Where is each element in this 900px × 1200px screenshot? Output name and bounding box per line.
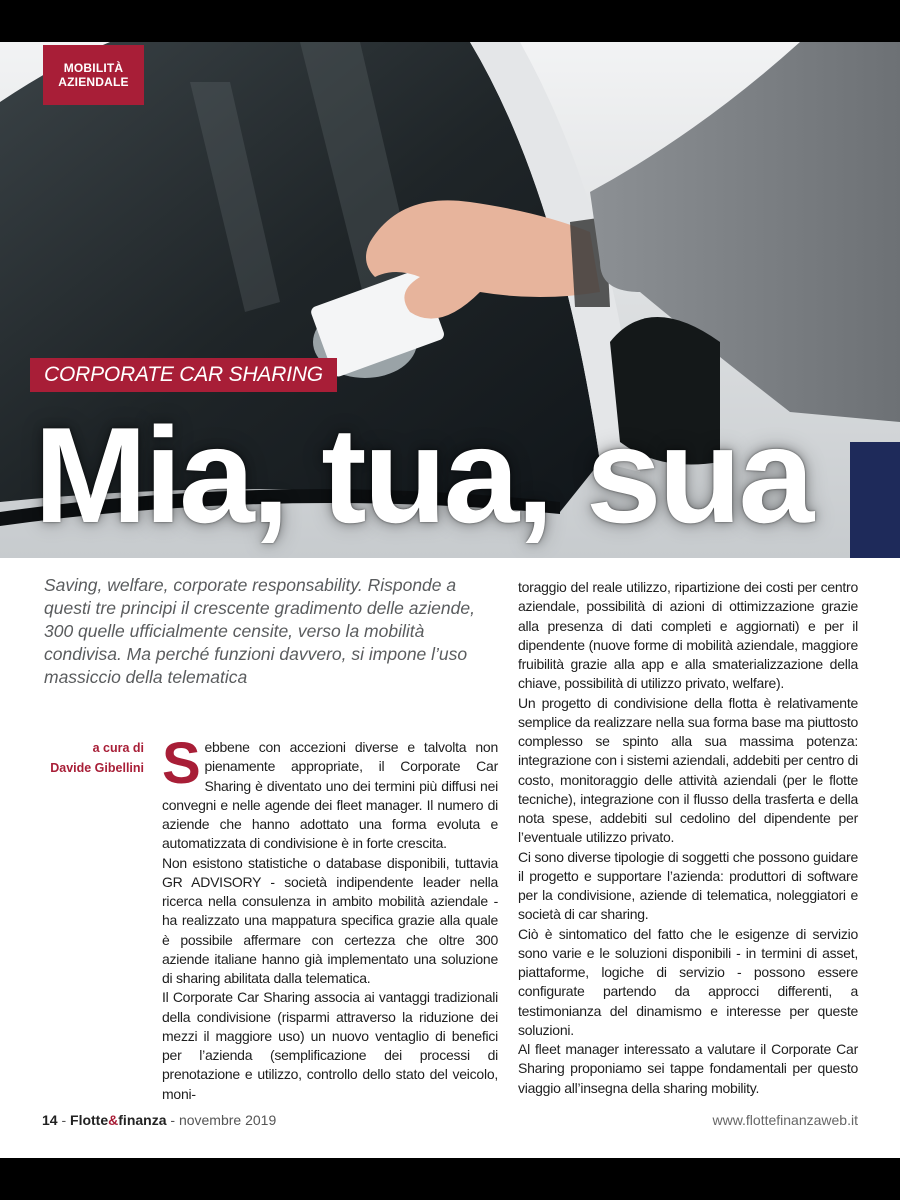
- body-paragraph: Non esistono statistiche o database disponibili, tuttavia GR ADVISORY - società indipendente leader nella ricerca nella consulenza in ambito mobilità aziendale - ha realizzato una mappatura specifica grazie alla quale è possibile affermare con certezza che oltre 300 aziende italiane hanno già implementato una soluzione di sharing abilitata dalla telematica.: [162, 854, 498, 986]
- body-paragraph: Il Corporate Car Sharing associa ai vantaggi tradizionali della condivisione (risparmi attraverso la riduzione dei mezzi il maggiore uso) un nuovo ventaglio di benefici per l’azienda (semplificazione dei processi di prenotazione e utilizzo, controllo dello stato del veicolo, moni-: [162, 989, 498, 1102]
- body-column-2: [518, 578, 858, 1098]
- article-title: Mia, tua, sua: [34, 399, 812, 551]
- page-footer-info: [42, 1112, 276, 1128]
- hero-photo: [0, 42, 900, 558]
- body-paragraph: Ciò è sintomatico del fatto che le esigenze di servizio sono varie e le soluzioni disponibili - in termini di asset, piattaforme, logiche di servizio - possono essere configurate partendo da approcci differenti, a testimonianza del dinamismo e interesse per queste soluzioni.: [518, 925, 858, 1038]
- byline-prefix: a cura di: [92, 741, 144, 755]
- body-paragraph: Al fleet manager interessato a valutare il Corporate Car Sharing proponiamo sei tappe fondamentali per questo viaggio all’insegna della sharing mobility.: [518, 1041, 858, 1096]
- body-column-1: [162, 731, 498, 1104]
- magazine-brand-ampersand: &: [108, 1112, 119, 1128]
- paragraph-text: ebbene con accezioni diverse e talvolta non pienamente appropriate, il Corporate Car Sharing è diventato uno dei termini più diffusi nei convegni e nelle agende dei fleet manager. Il numero di aziende che hanno adottato una forma evoluta e automatizzata di condivisione è in forte crescita.: [162, 739, 498, 852]
- body-paragraph: [162, 731, 498, 854]
- magazine-brand-part2: finanza: [118, 1112, 167, 1128]
- body-paragraph: toraggio del reale utilizzo, ripartizione dei costi per centro aziendale, possibilità di azioni di ottimizzazione grazie alla presenza di dati completi e aggiornati) e per il dipendente (nuove forme di mobilità aziendale, maggiore fruibilità grazie alla app e alla smaterializzazione della chiave, possibilità di utilizzo privato, welfare).: [518, 579, 858, 692]
- page-number: 14: [42, 1112, 58, 1128]
- footer-separator: -: [57, 1112, 71, 1128]
- body-paragraph: Ci sono diverse tipologie di soggetti che possono guidare il progetto e supportare l’azienda: produttori di software per la condivisione, aziende di telematica, noleggiatori e società di car sharing.: [518, 848, 858, 923]
- article-kicker: CORPORATE CAR SHARING: [30, 358, 337, 392]
- website-url: www.flottefinanzaweb.it: [712, 1112, 858, 1128]
- issue-date: - novembre 2019: [166, 1112, 277, 1128]
- magazine-page: [0, 42, 900, 1158]
- magazine-brand-part1: Flotte: [70, 1112, 109, 1128]
- drop-cap: S: [162, 731, 201, 796]
- byline: [30, 738, 144, 778]
- body-paragraph: Un progetto di condivisione della flotta è relativamente semplice da realizzare nella sua forma base ma piuttosto complesso se spinto alla sua massima potenza: integrazione con i sistemi aziendali, addebiti per centro di costo, monitoraggio delle attività aziendali (per le flotte tecniche), integrazione con il flusso della trasferta e della nota spese, addebiti sul cedolino del dipendente per l’eventuale utilizzo privato.: [518, 694, 858, 846]
- byline-author: Davide Gibellini: [50, 761, 144, 775]
- section-tag: MOBILITÀ AZIENDALE: [43, 45, 144, 105]
- article-standfirst: Saving, welfare, corporate responsability. Risponde a questi tre principi il crescente gradimento delle aziende, 300 quelle ufficialmente censite, verso la mobilità condivisa. Ma perché funzioni davvero, si impone l’uso massiccio della telematica: [44, 575, 475, 687]
